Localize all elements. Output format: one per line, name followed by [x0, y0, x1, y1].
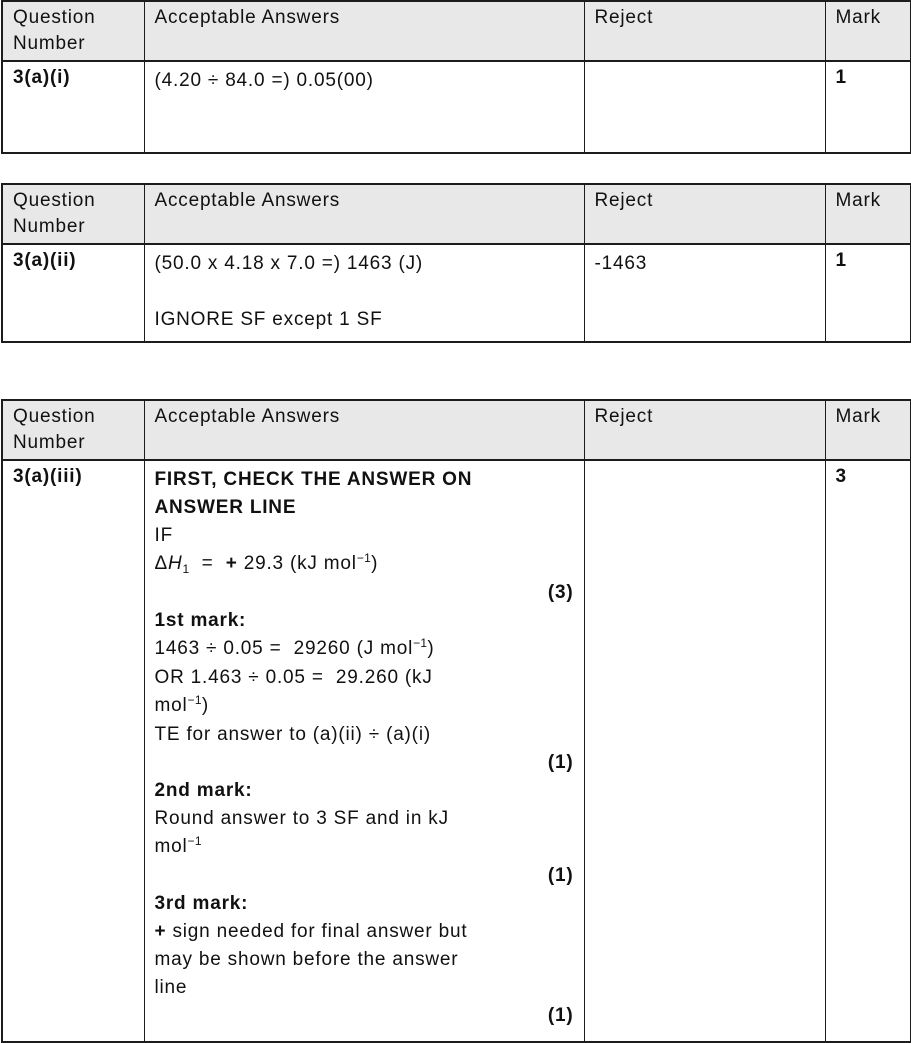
column-header-question-number: Question Number: [2, 184, 144, 244]
header-row: [2, 184, 911, 244]
text-line: 2nd mark:: [154, 780, 253, 801]
text-line: mol$^{-1}$): [154, 693, 209, 716]
column-header-acceptable-answers: Acceptable Answers: [144, 184, 584, 244]
text-line: (3): [547, 582, 574, 603]
text-line: 1463 ÷ 0.05 = 29260 (J mol$^{-1}$): [154, 636, 435, 659]
text-line: OR 1.463 ÷ 0.05 = 29.260 (kJ: [154, 667, 433, 688]
column-header-question-number: Question Number: [2, 1, 144, 61]
mark-cell: 1: [825, 61, 911, 153]
mark-cell: 1: [825, 244, 911, 342]
column-header-acceptable-answers: Acceptable Answers: [144, 400, 584, 460]
text-line: (50.0 x 4.18 x 7.0 =) 1463 (J): [154, 253, 423, 274]
text-line: (1): [547, 752, 574, 773]
column-header-reject: Reject: [584, 184, 825, 244]
mark-scheme-table-3ai: [1, 0, 911, 154]
header-row: [2, 1, 911, 61]
reject-cell: [584, 61, 825, 153]
text-line: (1): [547, 865, 574, 886]
column-header-mark: Mark: [825, 184, 911, 244]
text-line: IF: [154, 525, 173, 546]
column-header-acceptable-answers: Acceptable Answers: [144, 1, 584, 61]
acceptable-answers-cell: [144, 61, 584, 153]
header-row: [2, 400, 911, 460]
text-line: IGNORE SF except 1 SF: [154, 309, 383, 330]
text-line: -1463: [594, 253, 648, 274]
text-line: Round answer to 3 SF and in kJ: [154, 808, 449, 829]
text-line: FIRST, CHECK THE ANSWER ON: [154, 469, 473, 490]
column-header-mark: Mark: [825, 1, 911, 61]
text-line: line: [154, 977, 188, 998]
column-header-mark: Mark: [825, 400, 911, 460]
acceptable-answers-cell: [144, 244, 584, 342]
mark-scheme-table-3aiii: [1, 399, 911, 1043]
mark-scheme-page: [1, 0, 910, 1043]
mark-scheme-table-3aii: [1, 183, 911, 343]
table-row: [2, 244, 911, 342]
blank-line: [155, 278, 578, 306]
acceptable-answers-cell: [144, 460, 584, 1042]
table-row: [2, 61, 911, 153]
text-line: (1): [547, 1005, 574, 1026]
column-header-reject: Reject: [584, 1, 825, 61]
text-line: TE for answer to (a)(ii) ÷ (a)(i): [154, 724, 431, 745]
question-number-cell: 3(a)(iii): [2, 460, 144, 1042]
reject-cell: [584, 244, 825, 342]
text-line: $\Delta H_1$ = + 29.3 (kJ mol$^{-1}$): [154, 551, 379, 576]
column-header-question-number: Question Number: [2, 400, 144, 460]
text-line: 1st mark:: [154, 610, 247, 631]
column-header-reject: Reject: [584, 400, 825, 460]
text-line: (4.20 ÷ 84.0 =) 0.05(00): [154, 70, 374, 91]
text-line: mol$^{-1}$: [154, 834, 202, 857]
mark-cell: 3: [825, 460, 911, 1042]
question-number-cell: 3(a)(i): [2, 61, 144, 153]
reject-cell: [584, 460, 825, 1042]
table-row: [2, 460, 911, 1042]
text-line: may be shown before the answer: [154, 949, 459, 970]
text-line: + sign needed for final answer but: [154, 921, 468, 942]
text-line: ANSWER LINE: [154, 497, 297, 518]
question-number-cell: 3(a)(ii): [2, 244, 144, 342]
text-line: 3rd mark:: [154, 893, 249, 914]
